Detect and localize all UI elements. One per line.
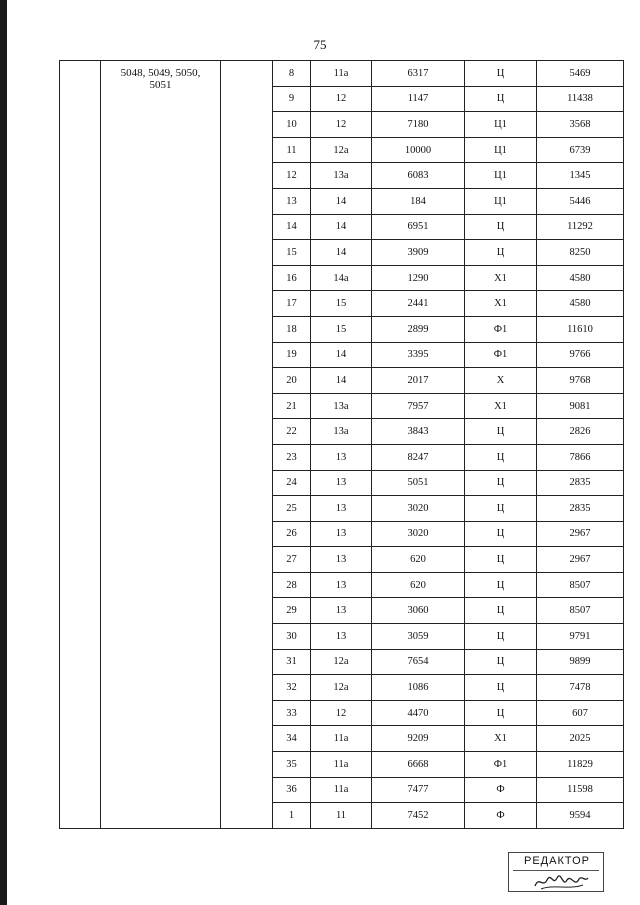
point-number-cell: 9 — [273, 86, 311, 112]
point-number-cell: 25 — [273, 496, 311, 522]
value-cell: 184 — [372, 188, 465, 214]
point-number-cell: 20 — [273, 368, 311, 394]
point-number-cell: 15 — [273, 240, 311, 266]
point-number-cell: 14 — [273, 214, 311, 240]
point-number-cell: 34 — [273, 726, 311, 752]
value-cell: 6083 — [372, 163, 465, 189]
section-cell: 13 — [311, 598, 372, 624]
point-number-cell: 24 — [273, 470, 311, 496]
value-cell: 1086 — [372, 675, 465, 701]
code-cell: Ц — [465, 61, 537, 87]
section-cell: 14 — [311, 368, 372, 394]
section-cell: 13 — [311, 496, 372, 522]
point-number-cell: 13 — [273, 188, 311, 214]
measure-cell: 11292 — [537, 214, 624, 240]
point-number-cell: 32 — [273, 675, 311, 701]
value-cell: 2017 — [372, 368, 465, 394]
measure-cell: 607 — [537, 700, 624, 726]
code-cell: Ц — [465, 470, 537, 496]
value-cell: 2899 — [372, 316, 465, 342]
editor-signature — [531, 870, 591, 892]
value-cell: 3909 — [372, 240, 465, 266]
point-number-cell: 19 — [273, 342, 311, 368]
value-cell: 7477 — [372, 777, 465, 803]
value-cell: 1147 — [372, 86, 465, 112]
value-cell: 3060 — [372, 598, 465, 624]
section-cell: 13 — [311, 547, 372, 573]
code-cell: Х1 — [465, 265, 537, 291]
value-cell: 620 — [372, 572, 465, 598]
point-number-cell: 31 — [273, 649, 311, 675]
point-number-cell: 33 — [273, 700, 311, 726]
code-cell: Ц — [465, 649, 537, 675]
measure-cell: 2826 — [537, 419, 624, 445]
code-cell: Ц — [465, 214, 537, 240]
measure-cell: 2967 — [537, 521, 624, 547]
value-cell: 3020 — [372, 496, 465, 522]
measure-cell: 1345 — [537, 163, 624, 189]
section-cell: 13 — [311, 470, 372, 496]
section-cell: 14 — [311, 214, 372, 240]
measure-cell: 11829 — [537, 752, 624, 778]
section-cell: 15 — [311, 291, 372, 317]
measure-cell: 9791 — [537, 624, 624, 650]
measure-cell: 4580 — [537, 291, 624, 317]
code-cell: Ц — [465, 86, 537, 112]
point-number-cell: 12 — [273, 163, 311, 189]
code-cell: Х1 — [465, 291, 537, 317]
value-cell: 620 — [372, 547, 465, 573]
measure-cell: 9081 — [537, 393, 624, 419]
section-cell: 11 — [311, 803, 372, 829]
value-cell: 1290 — [372, 265, 465, 291]
code-cell: Ф — [465, 803, 537, 829]
table-row — [60, 61, 624, 87]
measure-cell: 11598 — [537, 777, 624, 803]
section-cell: 14 — [311, 240, 372, 266]
section-cell: 12 — [311, 112, 372, 138]
code-cell: Ф1 — [465, 316, 537, 342]
value-cell: 3395 — [372, 342, 465, 368]
code-cell: Ц — [465, 496, 537, 522]
measure-cell: 6739 — [537, 137, 624, 163]
section-cell: 15 — [311, 316, 372, 342]
code-cell: Ц1 — [465, 112, 537, 138]
point-number-cell: 27 — [273, 547, 311, 573]
measure-cell: 3568 — [537, 112, 624, 138]
section-cell: 13а — [311, 419, 372, 445]
measure-cell: 2025 — [537, 726, 624, 752]
measure-cell: 5469 — [537, 61, 624, 87]
scan-edge-bar — [0, 0, 7, 905]
section-cell: 12 — [311, 86, 372, 112]
code-cell: Х1 — [465, 393, 537, 419]
code-cell: Ц — [465, 572, 537, 598]
measure-cell: 9768 — [537, 368, 624, 394]
value-cell: 6317 — [372, 61, 465, 87]
block-label-line: 5051 — [149, 79, 172, 91]
point-number-cell: 10 — [273, 112, 311, 138]
value-cell: 2441 — [372, 291, 465, 317]
section-cell: 12а — [311, 649, 372, 675]
value-cell: 10000 — [372, 137, 465, 163]
section-cell: 14 — [311, 342, 372, 368]
point-number-cell: 1 — [273, 803, 311, 829]
measure-cell: 2835 — [537, 496, 624, 522]
point-number-cell: 22 — [273, 419, 311, 445]
value-cell: 7452 — [372, 803, 465, 829]
empty-column-3 — [221, 61, 273, 829]
editor-stamp — [508, 852, 604, 892]
section-cell: 13 — [311, 572, 372, 598]
measure-cell: 9899 — [537, 649, 624, 675]
value-cell: 3020 — [372, 521, 465, 547]
value-cell: 3059 — [372, 624, 465, 650]
measure-cell: 9594 — [537, 803, 624, 829]
code-cell: Ц1 — [465, 188, 537, 214]
value-cell: 7654 — [372, 649, 465, 675]
block-label-cell — [101, 61, 221, 829]
value-cell: 5051 — [372, 470, 465, 496]
measure-cell: 7478 — [537, 675, 624, 701]
code-cell: Ц — [465, 675, 537, 701]
code-cell: Ц — [465, 624, 537, 650]
code-cell: Ц — [465, 598, 537, 624]
measure-cell: 8250 — [537, 240, 624, 266]
section-cell: 13а — [311, 163, 372, 189]
code-cell: Х — [465, 368, 537, 394]
code-cell: Ф1 — [465, 752, 537, 778]
section-cell: 12а — [311, 675, 372, 701]
code-cell: Ф — [465, 777, 537, 803]
point-number-cell: 11 — [273, 137, 311, 163]
code-cell: Ц — [465, 521, 537, 547]
measure-cell: 7866 — [537, 444, 624, 470]
section-cell: 13 — [311, 624, 372, 650]
measure-cell: 11610 — [537, 316, 624, 342]
code-cell: Ц — [465, 547, 537, 573]
measure-cell: 2835 — [537, 470, 624, 496]
code-cell: Х1 — [465, 726, 537, 752]
point-number-cell: 30 — [273, 624, 311, 650]
section-cell: 11а — [311, 777, 372, 803]
code-cell: Ц — [465, 419, 537, 445]
code-cell: Ц1 — [465, 163, 537, 189]
section-cell: 12а — [311, 137, 372, 163]
code-cell: Ц — [465, 444, 537, 470]
section-cell: 14а — [311, 265, 372, 291]
measure-cell: 8507 — [537, 572, 624, 598]
point-number-cell: 29 — [273, 598, 311, 624]
measure-cell: 8507 — [537, 598, 624, 624]
code-cell: Ц — [465, 700, 537, 726]
measure-cell: 9766 — [537, 342, 624, 368]
code-cell: Ф1 — [465, 342, 537, 368]
section-cell: 13 — [311, 521, 372, 547]
value-cell: 6951 — [372, 214, 465, 240]
value-cell: 4470 — [372, 700, 465, 726]
point-number-cell: 8 — [273, 61, 311, 87]
coordinates-table — [59, 60, 624, 829]
value-cell: 8247 — [372, 444, 465, 470]
point-number-cell: 23 — [273, 444, 311, 470]
point-number-cell: 35 — [273, 752, 311, 778]
stamp-label: РЕДАКТОР — [524, 855, 590, 867]
point-number-cell: 16 — [273, 265, 311, 291]
point-number-cell: 21 — [273, 393, 311, 419]
measure-cell: 5446 — [537, 188, 624, 214]
point-number-cell: 17 — [273, 291, 311, 317]
section-cell: 12 — [311, 700, 372, 726]
value-cell: 7180 — [372, 112, 465, 138]
section-cell: 13 — [311, 444, 372, 470]
code-cell: Ц1 — [465, 137, 537, 163]
section-cell: 11а — [311, 726, 372, 752]
section-cell: 13а — [311, 393, 372, 419]
point-number-cell: 18 — [273, 316, 311, 342]
page-number: 75 — [313, 37, 327, 52]
point-number-cell: 36 — [273, 777, 311, 803]
point-number-cell: 26 — [273, 521, 311, 547]
section-cell: 11а — [311, 61, 372, 87]
empty-column-1 — [60, 61, 101, 829]
measure-cell: 11438 — [537, 86, 624, 112]
section-cell: 14 — [311, 188, 372, 214]
measure-cell: 2967 — [537, 547, 624, 573]
value-cell: 6668 — [372, 752, 465, 778]
value-cell: 9209 — [372, 726, 465, 752]
section-cell: 11а — [311, 752, 372, 778]
value-cell: 3843 — [372, 419, 465, 445]
measure-cell: 4580 — [537, 265, 624, 291]
point-number-cell: 28 — [273, 572, 311, 598]
value-cell: 7957 — [372, 393, 465, 419]
code-cell: Ц — [465, 240, 537, 266]
block-label-line: 5048, 5049, 5050, — [120, 67, 201, 79]
